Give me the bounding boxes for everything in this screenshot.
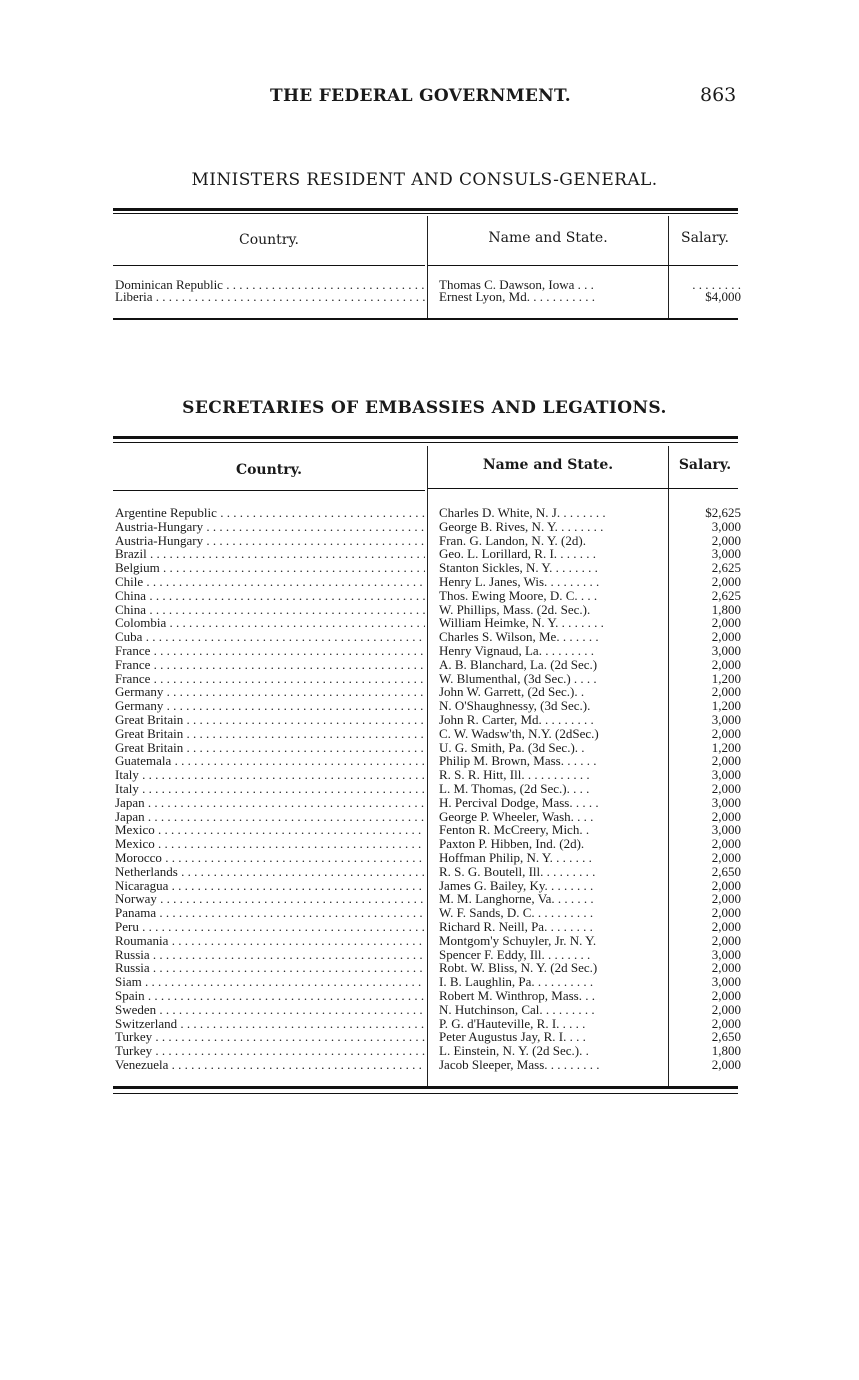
table-row: [113, 712, 741, 727]
cell-name: Henry L. Janes, Wis. . . . . . . . .: [439, 575, 600, 589]
cell-salary: 2,000: [711, 629, 741, 645]
cell-salary: 2,000: [711, 891, 741, 907]
table-row: [113, 891, 741, 907]
cell-name: Philip M. Brown, Mass. . . . . .: [439, 754, 597, 769]
cell-salary: 2,000: [711, 684, 741, 700]
table-row: [113, 505, 741, 520]
cell-country: France . . .: [115, 658, 425, 672]
table-bottom-rule: [113, 318, 738, 320]
cell-salary: 2,000: [711, 905, 741, 921]
cell-salary: 2,000: [711, 781, 741, 796]
cell-country: China . . .: [115, 589, 425, 603]
table-row: [113, 808, 741, 824]
cell-salary: 3,000: [711, 974, 741, 990]
cell-salary: 3,000: [711, 518, 741, 534]
cell-country: Panama . . .: [115, 906, 425, 920]
cell-country: Liberia . . .: [115, 290, 425, 304]
table-bottom-rule: [113, 1086, 738, 1089]
table-row: [113, 643, 741, 658]
cell-country: Mexico . . .: [115, 823, 425, 837]
cell-country: Chile . . .: [115, 575, 425, 589]
cell-country: Cuba . . .: [115, 630, 425, 644]
cell-salary: 2,000: [711, 877, 741, 893]
cell-salary: 2,625: [711, 560, 741, 576]
cell-country: Austria-Hungary . . .: [115, 534, 425, 548]
table-row: [113, 794, 741, 810]
cell-country: Guatemala . . .: [115, 754, 425, 768]
table-row: [113, 684, 741, 700]
table-top-rule: [113, 208, 738, 211]
cell-country: Switzerland . . .: [115, 1017, 425, 1031]
cell-salary: . . . . . . . .: [692, 277, 741, 292]
table-row: [113, 932, 741, 948]
table-row: [113, 670, 741, 686]
cell-salary: 2,000: [711, 574, 741, 589]
column-header-salary: Salary.: [681, 230, 729, 246]
table-row: [113, 574, 741, 589]
running-title: THE FEDERAL GOVERNMENT.: [270, 86, 571, 106]
table-row: [113, 656, 741, 672]
cell-name: Fenton R. McCreery, Mich. .: [439, 823, 590, 838]
table-bottom-rule-thin: [113, 1093, 738, 1094]
table-row: [113, 1001, 741, 1017]
cell-country: Netherlands . . .: [115, 865, 425, 879]
cell-country: France . . .: [115, 644, 425, 658]
table-row: [113, 905, 741, 921]
table-row: [113, 1043, 741, 1059]
cell-name: Fran. G. Landon, N. Y. (2d).: [439, 533, 586, 548]
cell-country: Morocco . . .: [115, 851, 425, 865]
cell-country: Italy . . .: [115, 782, 425, 796]
cell-salary: 1,200: [711, 698, 741, 714]
header-underline: [113, 490, 425, 491]
cell-salary: 2,000: [711, 532, 741, 548]
table-row: [113, 919, 741, 934]
table-top-rule: [113, 436, 738, 439]
header-underline: [428, 488, 738, 489]
cell-name: I. B. Laughlin, Pa. . . . . . . . . .: [439, 975, 594, 990]
cell-country: Roumania . . .: [115, 934, 425, 948]
cell-country: Colombia . . .: [115, 616, 425, 630]
cell-salary: 3,000: [711, 946, 741, 962]
table-row: [113, 822, 741, 838]
cell-salary: 3,000: [711, 546, 741, 562]
cell-salary: 2,000: [711, 808, 741, 824]
column-header-country: Country.: [239, 232, 299, 248]
table-row: [113, 739, 741, 755]
cell-country: Turkey . . .: [115, 1044, 425, 1058]
cell-salary: 2,650: [711, 863, 741, 879]
cell-salary: 2,000: [711, 1001, 741, 1017]
cell-name: H. Percival Dodge, Mass. . . . .: [439, 795, 599, 810]
cell-name: L. Einstein, N. Y. (2d Sec.). .: [439, 1044, 589, 1059]
cell-country: Russia . . .: [115, 961, 425, 975]
column-divider: [427, 216, 428, 320]
table-row: [113, 518, 741, 534]
cell-country: Brazil . . .: [115, 547, 425, 561]
cell-name: Hoffman Philip, N. Y. . . . . . .: [439, 851, 592, 865]
cell-name: William Heimke, N. Y. . . . . . . .: [439, 616, 604, 631]
cell-name: A. B. Blanchard, La. (2d Sec.): [439, 657, 598, 672]
cell-country: Nicaragua . . .: [115, 879, 425, 893]
cell-salary: 2,000: [711, 932, 741, 948]
table-row: [113, 960, 741, 976]
cell-name: C. W. Wadsw'th, N.Y. (2dSec.): [439, 726, 599, 741]
cell-name: N. O'Shaughnessy, (3d Sec.).: [439, 699, 591, 714]
cell-country: Japan . . .: [115, 796, 425, 810]
cell-name: Jacob Sleeper, Mass. . . . . . . . .: [439, 1058, 600, 1072]
cell-name: Ernest Lyon, Md. . . . . . . . . . .: [439, 290, 595, 304]
cell-country: Peru . . .: [115, 920, 425, 934]
header-underline: [428, 265, 738, 266]
cell-country: Norway . . .: [115, 892, 425, 906]
cell-country: Germany . . .: [115, 685, 425, 699]
table-row: [113, 532, 741, 548]
cell-salary: 2,000: [711, 960, 741, 976]
cell-salary: 1,800: [711, 601, 741, 617]
cell-country: Great Britain . . .: [115, 727, 425, 741]
cell-salary: 1,200: [711, 739, 741, 755]
table-row: [113, 850, 741, 865]
table-row: [113, 629, 741, 645]
table-row: [113, 767, 741, 783]
table-row: [113, 863, 741, 879]
cell-salary: 3,000: [711, 712, 741, 727]
cell-name: W. Blumenthal, (3d Sec.) . . . .: [439, 671, 597, 686]
cell-name: Thomas C. Dawson, Iowa . . .: [439, 278, 594, 292]
cell-name: Montgom'y Schuyler, Jr. N. Y.: [439, 933, 597, 948]
table-row: [113, 587, 741, 603]
cell-country: Siam . . .: [115, 975, 425, 989]
table-row: [113, 781, 741, 796]
cell-name: Charles D. White, N. J. . . . . . . .: [439, 506, 606, 520]
cell-salary: 2,000: [711, 850, 741, 865]
cell-country: Sweden . . .: [115, 1003, 425, 1017]
cell-salary: 2,000: [711, 753, 741, 769]
cell-country: Russia . . .: [115, 948, 425, 962]
column-header-name: Name and State.: [482, 457, 614, 473]
cell-country: Turkey . . .: [115, 1030, 425, 1044]
cell-salary: 2,650: [711, 1029, 741, 1045]
cell-salary: 2,000: [711, 1057, 741, 1072]
cell-country: Great Britain . . .: [115, 741, 425, 755]
cell-name: Geo. L. Lorillard, R. I. . . . . . .: [439, 547, 597, 562]
table-row: [113, 546, 741, 562]
cell-salary: 2,625: [711, 587, 741, 603]
cell-salary: 2,000: [711, 656, 741, 672]
cell-salary: 3,000: [711, 794, 741, 810]
cell-salary: 2,000: [711, 615, 741, 631]
cell-salary: 1,200: [711, 670, 741, 686]
cell-country: Mexico . . .: [115, 837, 425, 851]
column-header-salary: Salary.: [678, 457, 732, 473]
cell-name: Peter Augustus Jay, R. I. . . .: [439, 1030, 586, 1045]
table-row: [113, 1029, 741, 1045]
cell-country: Venezuela . . .: [115, 1058, 425, 1072]
cell-name: W. F. Sands, D. C. . . . . . . . . .: [439, 906, 594, 921]
cell-salary: 2,000: [711, 1015, 741, 1031]
table-row: [113, 601, 741, 617]
cell-country: Austria-Hungary . . .: [115, 520, 425, 534]
cell-salary: 3,000: [711, 643, 741, 658]
cell-country: Dominican Republic . . .: [115, 278, 425, 292]
table-row: [113, 1057, 741, 1072]
cell-name: George B. Rives, N. Y. . . . . . . .: [439, 519, 604, 534]
table-row: [113, 974, 741, 990]
cell-country: France . . .: [115, 672, 425, 686]
cell-name: R. S. G. Boutell, Ill. . . . . . . . .: [439, 864, 596, 879]
table-row: [113, 946, 741, 962]
cell-name: N. Hutchinson, Cal. . . . . . . . .: [439, 1002, 595, 1017]
cell-name: Henry Vignaud, La. . . . . . . . .: [439, 644, 594, 658]
cell-salary: 2,000: [711, 725, 741, 741]
page-number: 863: [700, 84, 737, 106]
cell-salary: 3,000: [711, 767, 741, 783]
cell-name: Richard R. Neill, Pa. . . . . . . .: [439, 920, 593, 934]
cell-country: Japan . . .: [115, 810, 425, 824]
cell-country: Great Britain . . .: [115, 713, 425, 727]
cell-name: Robt. W. Bliss, N. Y. (2d Sec.): [439, 961, 598, 976]
cell-salary: $2,625: [705, 505, 741, 520]
cell-name: L. M. Thomas, (2d Sec.). . . .: [439, 782, 590, 796]
table-row: [113, 698, 741, 714]
cell-salary: 2,000: [711, 919, 741, 934]
cell-salary: 2,000: [711, 988, 741, 1003]
table-row: [113, 615, 741, 631]
cell-country: China . . .: [115, 603, 425, 617]
cell-country: Argentine Republic . . .: [115, 506, 425, 520]
cell-name: Thos. Ewing Moore, D. C. . . .: [439, 588, 598, 603]
cell-country: Germany . . .: [115, 699, 425, 713]
secretaries-table-title: SECRETARIES OF EMBASSIES AND LEGATIONS.: [182, 398, 667, 418]
cell-name: Spencer F. Eddy, Ill. . . . . . . .: [439, 947, 591, 962]
cell-name: W. Phillips, Mass. (2d. Sec.).: [439, 602, 591, 617]
cell-name: Robert M. Winthrop, Mass. . .: [439, 989, 595, 1003]
table-row: [113, 877, 741, 893]
cell-name: George P. Wheeler, Wash. . . .: [439, 809, 594, 824]
cell-name: John R. Carter, Md. . . . . . . . .: [439, 713, 594, 727]
cell-name: P. G. d'Hauteville, R. I. . . . .: [439, 1016, 586, 1031]
table-row: [113, 725, 741, 741]
table-row: [113, 560, 741, 576]
cell-name: Stanton Sickles, N. Y. . . . . . . .: [439, 561, 598, 576]
table-row: [113, 289, 741, 304]
header-underline: [113, 265, 425, 266]
column-header-name: Name and State.: [488, 230, 608, 246]
table-row: [113, 1015, 741, 1031]
cell-name: U. G. Smith, Pa. (3d Sec.). .: [439, 740, 585, 755]
cell-salary: 2,000: [711, 836, 741, 852]
cell-country: Spain . . .: [115, 989, 425, 1003]
cell-salary: 1,800: [711, 1043, 741, 1059]
cell-country: Italy . . .: [115, 768, 425, 782]
cell-name: Paxton P. Hibben, Ind. (2d).: [439, 837, 585, 852]
table-row: [113, 988, 741, 1003]
cell-country: Belgium . . .: [115, 561, 425, 575]
cell-name: James G. Bailey, Ky. . . . . . . .: [439, 878, 594, 893]
cell-name: R. S. R. Hitt, Ill. . . . . . . . . . .: [439, 768, 590, 783]
cell-salary: $4,000: [705, 289, 741, 304]
cell-salary: 3,000: [711, 822, 741, 838]
table-row: [113, 836, 741, 852]
ministers-table-title: MINISTERS RESIDENT AND CONSULS-GENERAL.: [191, 170, 658, 190]
table-row: [113, 753, 741, 769]
cell-name: John W. Garrett, (2d Sec.). .: [439, 685, 585, 700]
cell-name: M. M. Langhorne, Va. . . . . . .: [439, 892, 594, 907]
column-header-country: Country.: [235, 462, 303, 478]
table-top-rule-thin: [113, 213, 738, 214]
table-top-rule-thin: [113, 442, 738, 443]
column-divider: [668, 216, 669, 320]
cell-name: Charles S. Wilson, Me. . . . . . .: [439, 630, 599, 645]
